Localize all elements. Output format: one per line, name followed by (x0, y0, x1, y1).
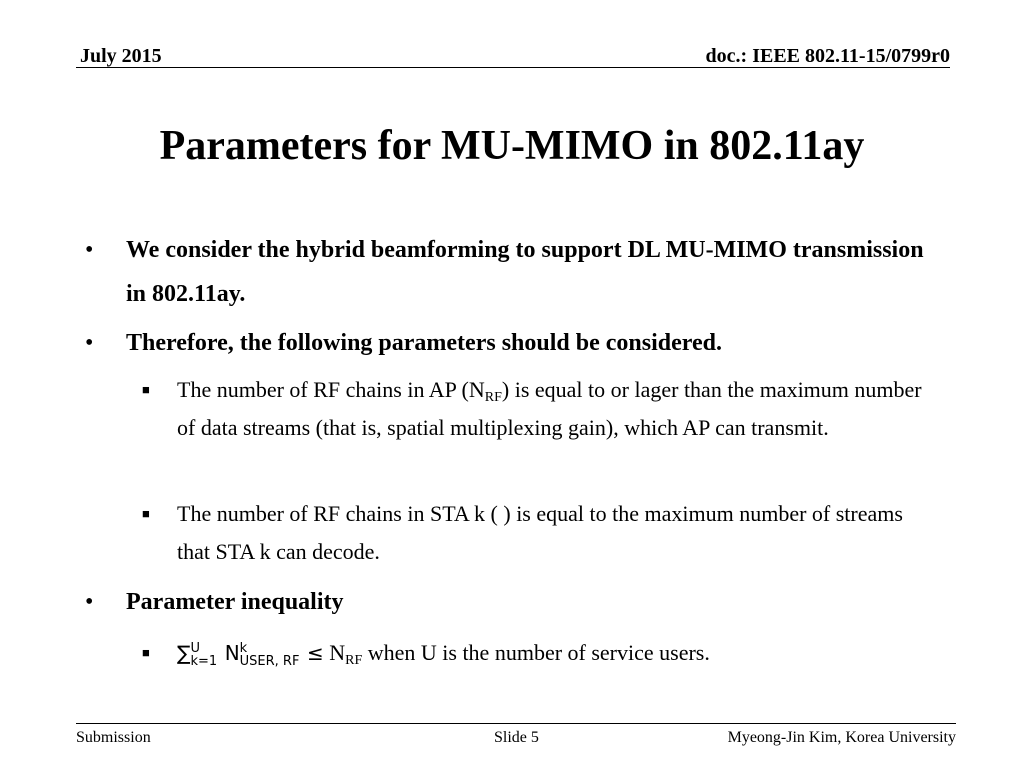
formula-description: when U is the number of service users. (367, 640, 710, 665)
sub-bullet-marker: ■ (142, 645, 150, 660)
header-divider (76, 67, 950, 68)
footer-slide-number: Slide 5 (494, 729, 539, 746)
sub-bullet-text: ) is equal to or lager than the maximum number of data streams (that is, spatial multiplexing gain), which AP can transmit. (177, 377, 922, 440)
n-symbol: N (224, 641, 240, 665)
subscript-rf: RF (345, 653, 363, 668)
bullet-marker: • (85, 237, 94, 263)
n-rf-symbol: N (329, 640, 346, 665)
sub-bullet-marker: ■ (142, 382, 150, 397)
bullet-parameter-inequality: Parameter inequality (126, 589, 344, 615)
slide-title: Parameters for MU-MIMO in 802.11ay (159, 123, 865, 169)
footer-divider (76, 723, 956, 724)
bullet-marker: • (85, 330, 94, 356)
bullet-marker: • (85, 589, 94, 615)
sub-bullet-text: The number of RF chains in AP (N (177, 377, 485, 402)
header-doc-id: doc.: IEEE 802.11-15/0799r0 (705, 45, 950, 67)
n-subscript: USER, RF (239, 653, 300, 669)
sum-lower-limit: k=1 (190, 653, 218, 669)
footer-author: Myeong-Jin Kim, Korea University (727, 729, 956, 746)
sub-bullet-ap-rf-chains (177, 371, 937, 447)
sum-symbol: ∑ (177, 641, 191, 665)
n-indices (240, 642, 300, 668)
sum-limits (190, 642, 217, 668)
n-superscript: k (239, 640, 248, 656)
sub-bullet-sta-rf-chains: The number of RF chains in STA k ( ) is equal to the maximum number of streams that STA k can decode. (177, 501, 903, 564)
bullet-parameters: Therefore, the following parameters should be considered. (126, 330, 722, 356)
sub-bullet-marker: ■ (142, 506, 150, 521)
header-date: July 2015 (80, 45, 162, 67)
bullet-hybrid-beamforming: We consider the hybrid beamforming to support DL MU-MIMO transmission in 802.11ay. (126, 237, 924, 307)
subscript-rf: RF (484, 390, 502, 405)
leq-symbol: ≤ (306, 641, 324, 665)
inequality-formula (177, 634, 937, 672)
sum-upper-limit: U (190, 640, 200, 656)
footer-submission: Submission (76, 729, 151, 746)
